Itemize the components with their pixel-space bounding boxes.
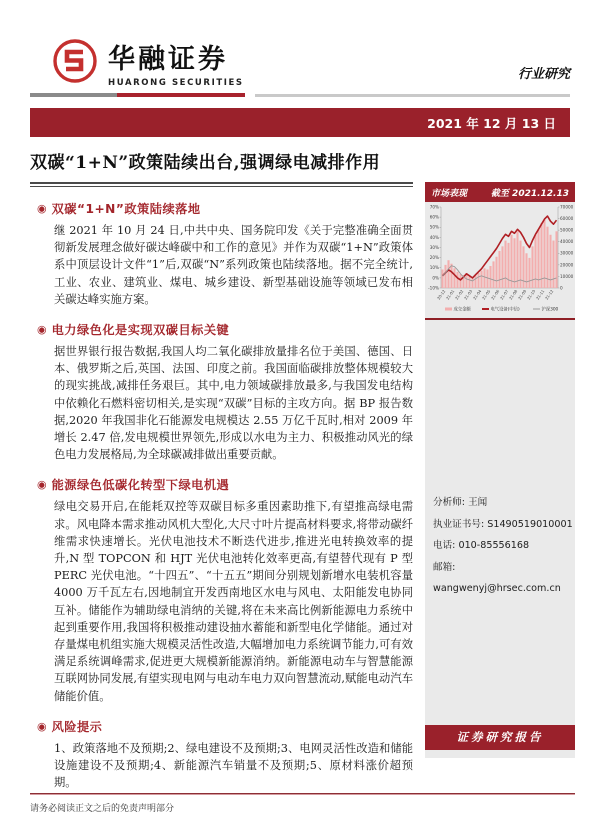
market-performance-title: 市场表现 bbox=[431, 188, 468, 199]
section-bullet-icon: ◉ bbox=[37, 478, 47, 492]
section-heading-row bbox=[30, 476, 413, 493]
section-bullet-icon: ◉ bbox=[37, 202, 47, 215]
section-heading: 风险提示 bbox=[51, 719, 103, 734]
sidebar bbox=[425, 182, 575, 758]
section-policy bbox=[30, 200, 413, 308]
section-power-green bbox=[30, 321, 413, 463]
svg-text:50%: 50% bbox=[429, 224, 439, 230]
svg-text:50000: 50000 bbox=[560, 227, 574, 233]
page-title: 双碳“1+N”政策陆续出台,强调绿电减排作用 bbox=[30, 153, 381, 173]
section-opportunity bbox=[30, 476, 413, 704]
svg-text:40000: 40000 bbox=[560, 239, 574, 245]
rule-gray-segment bbox=[30, 93, 117, 97]
section-body: 绿电交易开启,在能耗双控等双碳目标多重因素助推下,有望推高绿电需求。风电降本需求推动风机大型化,大尺寸叶片提高材料要求,将带动碳纤维需求快速增长。光伏电池技术不断迭代进步,推进光电转换效率的提升,N 型 TOPCON 和 HJT 光伏电池转化效率更高,有望替代现有 P 型 PERC 光伏电池。“十四五”、“十五五”期间分别规划新增水电装机容量 4000 万千瓦左右,因地制宜开发西南地区水电与风电、太阳能发电协同互补。储能作为辅助绿电消纳的关键,将在未来高比例新能源电力系统中起到重要作用,我国将积极推动建设抽水蓄能和新型电化学储能。通过对存量煤电机组实施大规模灵活性改造,大幅增加电力系统调节能力,可有效满足系统调峰需求,促进更大规模新能源消纳。新能源电动车与智慧能源互联网协同发展,有望实现电网与电动车电力双向智慧流动,赋能电动汽车储能价值。 bbox=[54, 500, 413, 703]
section-heading: 双碳“1+N”政策陆续落地 bbox=[51, 202, 201, 216]
section-body: 据世界银行报告数据,我国人均二氧化碳排放量排名位于美国、德国、日本、俄罗斯之后,英国、法国、印度之前。我国面临碳排放整体规模较大的现实挑战,减排任务艰巨。其中,电力领域碳排放最多,与我国发电结构中依赖化石燃料密切相关,是实现“双碳”目标的主攻方向。据 BP 报告数据,2020 年我国非化石能源发电规模达 2.55 万亿千瓦时,相对 2009 年增长 2.47 倍,发电规模世界领先,形成以水电为主力、积极推动风光的绿色电力发展格局,为全球碳减排做出重要贡献。 bbox=[54, 345, 413, 462]
svg-text:70%: 70% bbox=[429, 204, 439, 210]
disclaimer-text: 请务必阅读正文之后的免责声明部分 bbox=[30, 804, 175, 814]
svg-text:30%: 30% bbox=[429, 244, 439, 250]
report-type-label: 行业研究 bbox=[517, 67, 570, 82]
section-heading-row bbox=[30, 321, 413, 338]
svg-text:21-03: 21-03 bbox=[462, 288, 474, 301]
brand-name-en: HUARONG SECURITIES bbox=[108, 78, 244, 88]
svg-text:20-12: 20-12 bbox=[435, 288, 447, 301]
section-risk bbox=[30, 718, 413, 792]
svg-text:0: 0 bbox=[560, 285, 563, 291]
market-performance-chart bbox=[425, 202, 575, 314]
section-heading: 能源绿色低碳化转型下绿电机遇 bbox=[51, 478, 230, 493]
svg-text:70000: 70000 bbox=[560, 204, 574, 210]
analyst-license: 执业证书号: S1490519010001 bbox=[433, 518, 573, 530]
svg-text:30000: 30000 bbox=[560, 250, 574, 256]
svg-text:21-01: 21-01 bbox=[444, 288, 456, 301]
svg-text:21-06: 21-06 bbox=[489, 288, 501, 301]
market-performance-header bbox=[425, 182, 575, 202]
content-row bbox=[30, 182, 575, 791]
brand-text bbox=[108, 37, 244, 88]
header-rules bbox=[30, 93, 570, 99]
section-body: 继 2021 年 10 月 24 日,中共中央、国务院印发《关于完整准确全面贯彻新发展理念做好碳达峰碳中和工作的意见》并作为双碳“1+N”政策体系中顶层设计文件“1”后,双碳“N”系列政策也陆续落地。据不完全统计,工业、农业、建筑业、煤电、城乡建设、新型基础设施等领域已发布相关碳达峰实施方案。 bbox=[54, 224, 413, 306]
svg-text:-10%: -10% bbox=[428, 285, 439, 291]
svg-text:60%: 60% bbox=[429, 214, 439, 220]
svg-text:10%: 10% bbox=[429, 265, 439, 271]
section-bullet-icon: ◉ bbox=[37, 323, 47, 337]
analyst-phone: 电话: 010-85556168 bbox=[433, 540, 530, 551]
svg-text:电气设备(中信): 电气设备(中信) bbox=[490, 307, 520, 313]
title-double-rule bbox=[30, 182, 413, 187]
svg-text:21-02: 21-02 bbox=[453, 288, 465, 301]
svg-text:21-07: 21-07 bbox=[498, 288, 510, 301]
svg-text:40%: 40% bbox=[429, 234, 439, 240]
svg-text:21-09: 21-09 bbox=[516, 288, 528, 301]
analyst-info bbox=[433, 492, 573, 600]
svg-text:21-04: 21-04 bbox=[471, 288, 483, 301]
huarong-logo-icon bbox=[52, 38, 98, 88]
svg-text:21-10: 21-10 bbox=[525, 288, 537, 301]
date-banner bbox=[30, 108, 570, 137]
svg-text:10000: 10000 bbox=[560, 273, 574, 279]
section-body: 1、政策落地不及预期;2、绿电建设不及预期;3、电网灵活性改造和储能设施建设不及预期;4、新能源汽车销量不及预期;5、原材料涨价超预期。 bbox=[54, 741, 413, 790]
main-column bbox=[30, 182, 413, 791]
svg-text:21-08: 21-08 bbox=[507, 288, 519, 301]
svg-text:成交金额: 成交金额 bbox=[453, 307, 471, 313]
rule-red-segment bbox=[117, 93, 245, 97]
brand-block bbox=[52, 37, 244, 88]
svg-text:21-05: 21-05 bbox=[480, 288, 492, 301]
analyst-email-label: 邮箱: bbox=[433, 561, 456, 573]
report-date: 2021 年 12 月 13 日 bbox=[427, 115, 556, 131]
analyst-name: 分析师: 王闻 bbox=[433, 497, 488, 508]
svg-text:21-11: 21-11 bbox=[534, 288, 546, 301]
section-heading-row bbox=[30, 718, 413, 735]
sidebar-panel bbox=[425, 202, 575, 725]
sidebar-panel-foot bbox=[425, 750, 575, 758]
svg-text:21-12: 21-12 bbox=[543, 288, 555, 301]
analyst-email: wangwenyj@hrsec.com.cn bbox=[433, 583, 561, 594]
section-heading: 电力绿色化是实现双碳目标关键 bbox=[51, 323, 230, 338]
report-category-badge: 证券研究报告 bbox=[425, 725, 575, 750]
svg-text:60000: 60000 bbox=[560, 215, 574, 221]
rule-right-segment bbox=[255, 94, 570, 97]
brand-name-cn: 华融证券 bbox=[108, 44, 228, 75]
bottom-rule bbox=[30, 793, 575, 795]
svg-text:20%: 20% bbox=[429, 255, 439, 261]
section-heading-row bbox=[30, 200, 413, 217]
svg-text:0%: 0% bbox=[432, 275, 439, 281]
section-bullet-icon: ◉ bbox=[37, 719, 47, 733]
market-asof-date: 截至 2021.12.13 bbox=[490, 188, 569, 199]
page-header bbox=[0, 0, 600, 88]
svg-text:20000: 20000 bbox=[560, 262, 574, 268]
market-divider-rule bbox=[425, 318, 575, 320]
svg-text:沪深300: 沪深300 bbox=[541, 307, 559, 313]
